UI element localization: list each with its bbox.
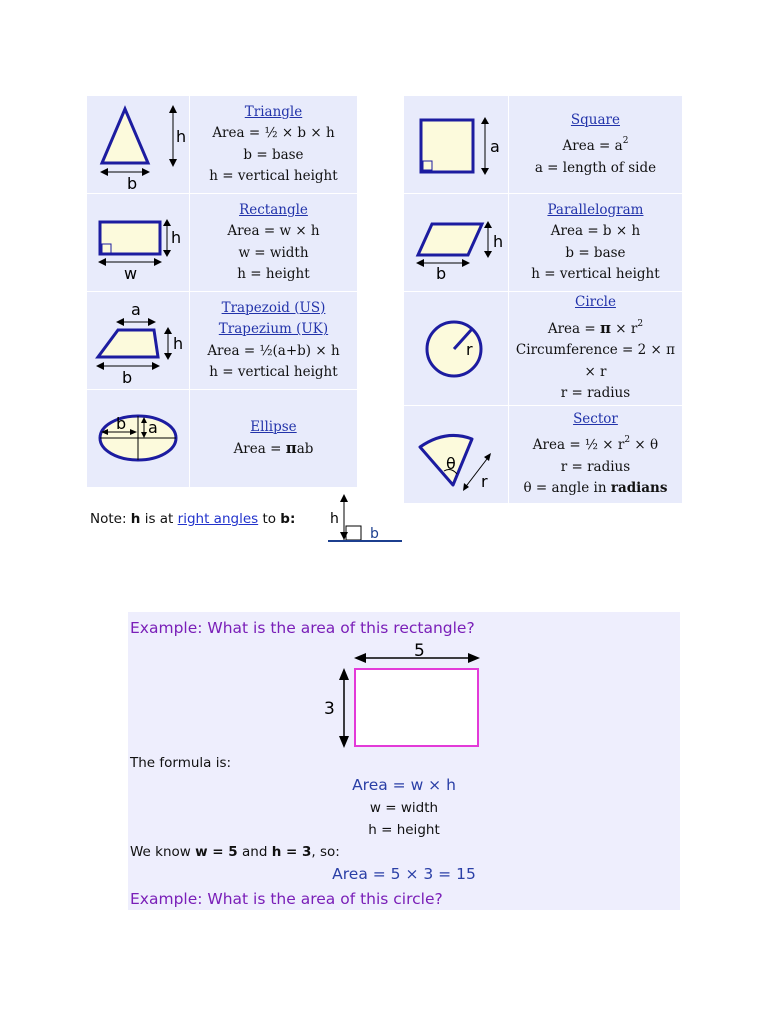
sector-radius: r = radius: [560, 458, 631, 475]
sector-area-exponent: 2: [624, 435, 631, 445]
h-definition: h = height: [368, 822, 440, 838]
known-h: h = 3: [271, 844, 312, 860]
triangle-diagram: [87, 96, 190, 194]
rectangle-h-label: h: [170, 228, 182, 247]
parallelogram-info: [508, 194, 682, 292]
triangle-base: b = base: [243, 146, 304, 163]
parallelogram-h-label: h: [492, 232, 504, 251]
circle-circumference: Circumference = 2 × π × r: [515, 342, 676, 380]
square-link[interactable]: Square: [570, 111, 620, 128]
square-area: [509, 131, 682, 158]
rectangle-diagram: [87, 194, 190, 292]
rectangle-w-label: w: [123, 264, 138, 283]
known-and: and: [237, 844, 272, 860]
square-side: a = length of side: [534, 159, 657, 176]
sector-angle: [509, 478, 682, 500]
table-row: [404, 194, 683, 292]
example-width-label: 5: [414, 641, 425, 661]
example-rectangle-diagram: [320, 638, 490, 754]
circle-link[interactable]: Circle: [574, 294, 616, 310]
note-h: h: [130, 511, 141, 527]
result-prefix: Area = 5 × 3 =: [332, 865, 457, 883]
rectangle-area: Area = w × h: [227, 223, 320, 239]
parallelogram-link[interactable]: Parallelogram: [547, 201, 644, 218]
example-heading-rectangle: Example: What is the area of this rectangle?: [130, 619, 475, 637]
parallelogram-height: h = vertical height: [531, 266, 660, 282]
right-angle-diagram: [326, 490, 406, 546]
triangle-link[interactable]: Triangle: [244, 103, 303, 120]
shapes-table-right: [403, 95, 683, 504]
circle-radius: r = radius: [560, 385, 631, 401]
triangle-info: [189, 96, 357, 194]
formula-intro: The formula is:: [130, 755, 232, 771]
square-diagram: [404, 96, 509, 194]
trapezoid-height: h = vertical height: [209, 364, 338, 380]
table-row: [404, 96, 683, 194]
w-definition: w = width: [369, 800, 439, 816]
table-row: [87, 194, 358, 292]
circle-area-prefix: Area =: [547, 320, 600, 337]
rectangle-link[interactable]: Rectangle: [239, 201, 308, 218]
note-to: to: [258, 511, 281, 527]
right-angles-link[interactable]: right angles: [177, 511, 259, 527]
sector-angle-unit: radians: [610, 480, 668, 496]
circle-area-exponent: 2: [637, 318, 644, 329]
example-heading-circle: Example: What is the area of this circle?: [130, 890, 443, 908]
triangle-height: h = vertical height: [209, 168, 338, 184]
note-b: b:: [280, 511, 296, 527]
triangle-area: Area = ½ × b × h: [212, 125, 335, 141]
known-w: w = 5: [195, 844, 238, 860]
circle-r-label: r: [465, 339, 473, 359]
trapezoid-a-label: a: [130, 300, 141, 319]
circle-area-suffix: × r: [610, 320, 638, 337]
ellipse-b-label: b: [115, 414, 127, 433]
ellipse-a-label: a: [147, 418, 158, 437]
sector-diagram: [404, 405, 509, 503]
note-diagram-b: b: [370, 526, 379, 542]
triangle-h-label: h: [175, 127, 187, 146]
parallelogram-area: Area = b × h: [550, 223, 641, 239]
parallelogram-diagram: [404, 194, 509, 292]
table-row: [87, 96, 358, 194]
result-value: 15: [456, 865, 476, 883]
circle-diagram: [404, 292, 509, 406]
sector-angle-text: θ = angle in: [523, 480, 611, 496]
pi-symbol: π: [285, 439, 297, 457]
known-prefix: We know: [130, 844, 196, 860]
table-row: [404, 292, 683, 406]
trapezoid-h-label: h: [172, 334, 184, 353]
parallelogram-b-label: b: [435, 264, 447, 283]
note-prefix: Note:: [90, 511, 131, 527]
ellipse-diagram: [87, 390, 190, 488]
triangle-b-label: b: [126, 174, 138, 192]
trapezoid-info: [189, 292, 357, 390]
circle-area: [509, 314, 682, 341]
rectangle-info: [189, 194, 357, 292]
formula: Area = w × h: [352, 776, 456, 794]
sector-link[interactable]: Sector: [573, 410, 618, 427]
sector-area-suffix: × θ: [630, 437, 659, 453]
sector-r-label: r: [480, 471, 488, 491]
parallelogram-base: b = base: [565, 244, 626, 261]
sector-area: [509, 430, 682, 457]
shapes-table-left: [86, 95, 358, 488]
trapezoid-b-label: b: [121, 368, 133, 387]
known-suffix: , so:: [311, 844, 340, 860]
table-row: [87, 390, 358, 488]
ellipse-area: [190, 438, 357, 461]
pi-symbol: π: [600, 318, 611, 337]
note-diagram-h: h: [330, 511, 339, 527]
rectangle-width: w = width: [238, 244, 309, 261]
ellipse-area-suffix: ab: [296, 441, 314, 457]
ellipse-link[interactable]: Ellipse: [250, 418, 297, 435]
right-angle-note: [90, 511, 295, 527]
trapezoid-diagram: [87, 292, 190, 390]
trapezium-link[interactable]: Trapezium (UK): [218, 321, 329, 337]
table-row: [404, 405, 683, 503]
circle-info: [508, 292, 682, 406]
trapezoid-area: Area = ½(a+b) × h: [207, 342, 340, 359]
ellipse-area-prefix: Area =: [233, 441, 286, 457]
sector-info: [508, 405, 682, 503]
square-area-text: Area = a: [562, 138, 623, 155]
known-values: [130, 844, 340, 860]
example-height-label: 3: [324, 699, 335, 719]
square-a-label: a: [489, 137, 500, 156]
square-area-exponent: 2: [622, 136, 629, 147]
rectangle-height: h = height: [237, 266, 310, 282]
sector-theta-label: θ: [445, 453, 456, 473]
trapezoid-link[interactable]: Trapezoid (US): [221, 299, 326, 316]
note-middle: is at: [140, 511, 178, 527]
example-box: [128, 612, 680, 910]
square-info: [508, 96, 682, 194]
sector-area-text: Area = ½ × r: [532, 437, 625, 453]
result: [128, 865, 680, 883]
ellipse-info: [189, 390, 357, 488]
table-row: [87, 292, 358, 390]
